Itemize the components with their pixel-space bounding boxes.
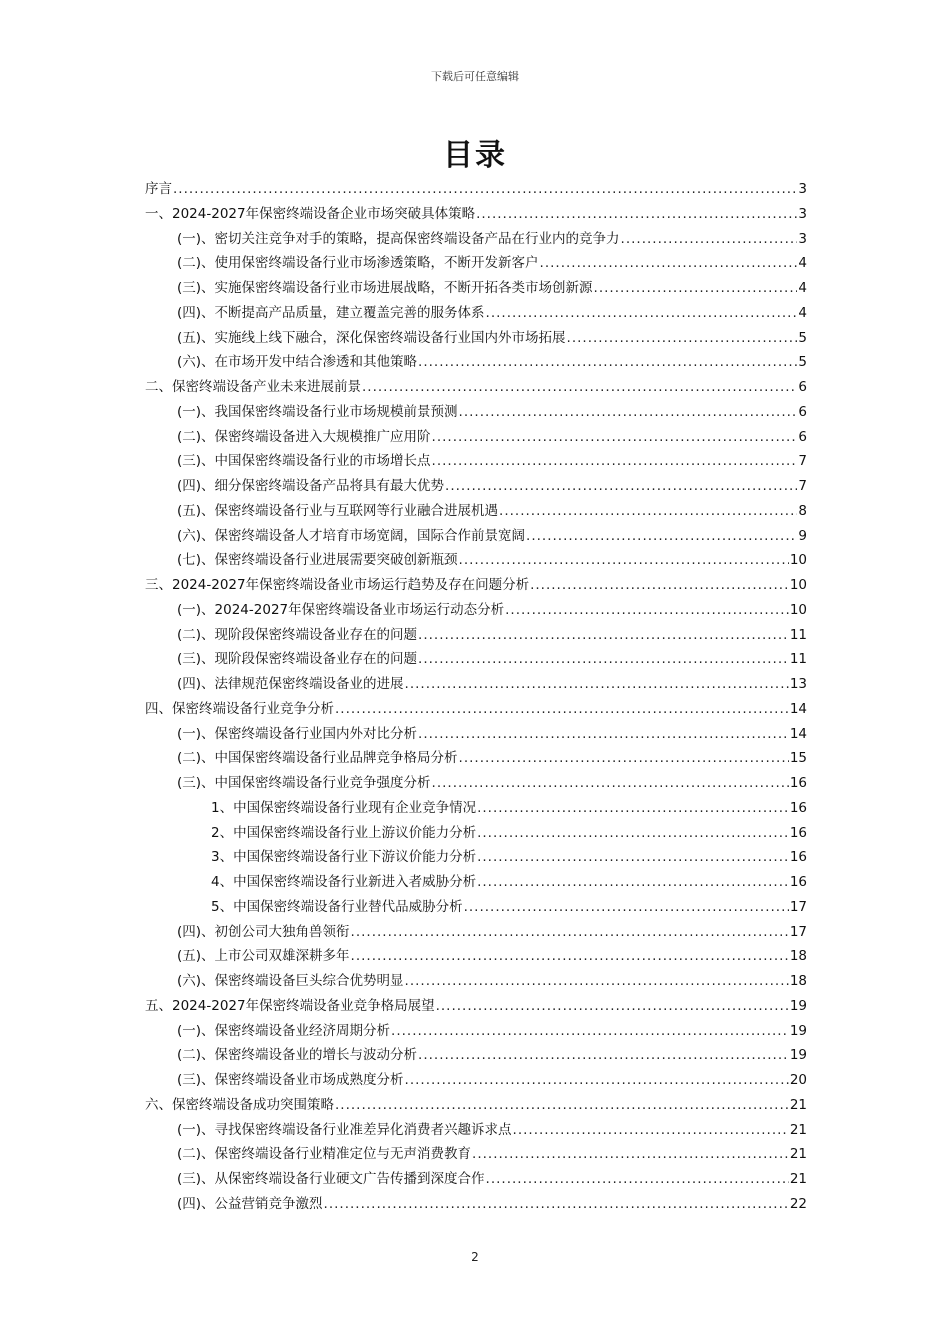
toc-dot-leader [362, 375, 797, 400]
toc-dot-leader [621, 227, 798, 252]
toc-entry-label: 2、中国保密终端设备行业上游议价能力分析 [211, 824, 477, 841]
toc-entry-label: (四)、不断提高产品质量，建立覆盖完善的服务体系 [177, 304, 485, 321]
toc-entry-label: 序言 [145, 181, 172, 197]
toc-entry-page: 14 [789, 700, 807, 717]
toc-dot-leader [418, 1043, 789, 1068]
toc-entry-label: 3、中国保密终端设备行业下游议价能力分析 [211, 849, 477, 866]
toc-entry[interactable] [145, 276, 807, 301]
toc-dot-leader [418, 722, 789, 747]
toc-entry[interactable] [145, 227, 807, 252]
toc-entry[interactable] [145, 969, 807, 994]
toc-entry-label: 5、中国保密终端设备行业替代品威胁分析 [211, 898, 463, 915]
toc-dot-leader [335, 697, 789, 722]
toc-dot-leader [418, 647, 789, 672]
toc-dot-leader [335, 1093, 789, 1118]
toc-entry[interactable] [145, 573, 807, 598]
toc-entry-label: 二、保密终端设备产业未来进展前景 [145, 379, 361, 395]
toc-entry-page: 22 [789, 1195, 807, 1212]
toc-entry-label: (六)、保密终端设备巨头综合优势明显 [177, 973, 404, 989]
toc-entry-page: 21 [789, 1096, 807, 1113]
toc-entry[interactable] [145, 796, 807, 821]
toc-entry-page: 4 [798, 304, 807, 321]
toc-entry[interactable] [145, 375, 807, 400]
toc-entry[interactable] [145, 1068, 807, 1093]
toc-entry-page: 16 [789, 775, 807, 791]
toc-dot-leader [486, 301, 798, 326]
toc-entry-label: (二)、保密终端设备行业精准定位与无声消费教育 [177, 1146, 472, 1163]
toc-entry-page: 14 [789, 725, 807, 742]
toc-dot-leader [445, 474, 797, 499]
toc-dot-leader [405, 1068, 789, 1093]
toc-entry-label: (六)、保密终端设备人才培育市场宽阔，国际合作前景宽阔 [177, 527, 526, 544]
toc-entry-label: (七)、保密终端设备行业进展需要突破创新瓶颈 [177, 552, 458, 569]
toc-entry-label: 四、保密终端设备行业竞争分析 [145, 700, 334, 717]
toc-entry[interactable] [145, 548, 807, 573]
toc-dot-leader [526, 524, 797, 549]
toc-dot-leader [477, 845, 789, 870]
toc-entry-label: (五)、上市公司双雄深耕多年 [177, 948, 350, 965]
toc-entry-page: 19 [789, 1047, 807, 1064]
toc-entry-page: 18 [789, 948, 807, 965]
toc-entry-page: 11 [789, 626, 807, 643]
toc-entry-label: (三)、保密终端设备业市场成熟度分析 [177, 1072, 404, 1088]
toc-entry-label: (四)、公益营销竞争激烈 [177, 1195, 323, 1212]
toc-dot-leader [436, 994, 789, 1019]
toc-entry-page: 10 [789, 577, 807, 593]
toc-entry[interactable] [145, 177, 807, 202]
toc-dot-leader [432, 771, 789, 796]
page-number: 2 [471, 1250, 479, 1264]
toc-entry-label: (二)、保密终端设备业的增长与波动分析 [177, 1047, 418, 1064]
toc-dot-leader [459, 746, 789, 771]
toc-entry[interactable] [145, 326, 807, 351]
toc-entry-page: 3 [798, 230, 807, 247]
toc-entry-label: (六)、在市场开发中结合渗透和其他策略 [177, 354, 418, 371]
toc-dot-leader [477, 821, 789, 846]
toc-entry-label: (三)、现阶段保密终端设备业存在的问题 [177, 651, 418, 668]
toc-entry[interactable] [145, 647, 807, 672]
toc-entry-page: 17 [789, 898, 807, 915]
table-of-contents [145, 177, 807, 1217]
toc-dot-leader [351, 944, 789, 969]
toc-entry-label: (一)、密切关注竞争对手的策略，提高保密终端设备产品在行业内的竞争力 [177, 230, 620, 247]
toc-entry[interactable] [145, 1043, 807, 1068]
toc-dot-leader [505, 598, 789, 623]
toc-entry-page: 7 [798, 453, 807, 470]
toc-entry-page: 6 [798, 379, 807, 395]
toc-entry[interactable] [145, 400, 807, 425]
toc-entry-label: (三)、实施保密终端设备行业市场进展战略，不断开拓各类市场创新源 [177, 280, 593, 296]
toc-entry-page: 17 [789, 923, 807, 940]
toc-entry-page: 21 [789, 1146, 807, 1163]
toc-entry-label: (三)、中国保密终端设备行业竞争强度分析 [177, 775, 431, 791]
toc-entry-label: (一)、2024-2027年保密终端设备业市场运行动态分析 [177, 601, 505, 618]
toc-entry-page: 18 [789, 973, 807, 989]
toc-dot-leader [432, 425, 798, 450]
toc-entry-page: 5 [798, 329, 807, 346]
toc-entry-page: 16 [789, 824, 807, 841]
toc-entry[interactable] [145, 474, 807, 499]
toc-entry-page: 3 [798, 205, 807, 222]
toc-entry[interactable] [145, 845, 807, 870]
toc-entry[interactable] [145, 821, 807, 846]
toc-entry[interactable] [145, 920, 807, 945]
toc-entry[interactable] [145, 771, 807, 796]
toc-dot-leader [530, 573, 789, 598]
toc-entry[interactable] [145, 623, 807, 648]
toc-entry[interactable] [145, 697, 807, 722]
toc-dot-leader [472, 1142, 789, 1167]
toc-entry-label: (一)、我国保密终端设备行业市场规模前景预测 [177, 403, 458, 420]
toc-dot-leader [540, 251, 798, 276]
toc-entry-label: (二)、现阶段保密终端设备业存在的问题 [177, 626, 418, 643]
toc-entry-page: 19 [789, 997, 807, 1014]
toc-dot-leader [432, 449, 798, 474]
toc-entry-page: 16 [789, 874, 807, 890]
toc-dot-leader [476, 202, 797, 227]
toc-dot-leader [567, 326, 798, 351]
toc-entry[interactable] [145, 1167, 807, 1192]
toc-dot-leader [594, 276, 798, 301]
toc-entry-label: (二)、使用保密终端设备行业市场渗透策略，不断开发新客户 [177, 255, 539, 272]
toc-entry[interactable] [145, 1118, 807, 1143]
toc-entry[interactable] [145, 598, 807, 623]
toc-entry-label: 1、中国保密终端设备行业现有企业竞争情况 [211, 799, 477, 816]
toc-dot-leader [173, 177, 797, 202]
toc-entry-label: (二)、中国保密终端设备行业品牌竞争格局分析 [177, 750, 458, 767]
toc-entry[interactable] [145, 1142, 807, 1167]
toc-entry-page: 5 [798, 354, 807, 371]
toc-dot-leader [459, 400, 798, 425]
toc-entry-page: 8 [798, 502, 807, 519]
toc-entry[interactable] [145, 895, 807, 920]
page-title: 目录 [443, 138, 507, 173]
toc-dot-leader [477, 796, 789, 821]
toc-entry-page: 16 [789, 799, 807, 816]
toc-dot-leader [486, 1167, 789, 1192]
toc-entry-label: (二)、保密终端设备进入大规模推广应用阶 [177, 428, 431, 445]
toc-dot-leader [459, 548, 789, 573]
toc-entry-page: 15 [789, 750, 807, 767]
toc-entry[interactable] [145, 944, 807, 969]
toc-entry[interactable] [145, 499, 807, 524]
toc-entry-label: 4、中国保密终端设备行业新进入者威胁分析 [211, 874, 477, 890]
toc-entry[interactable] [145, 994, 807, 1019]
toc-dot-leader [418, 623, 789, 648]
toc-entry[interactable] [145, 1093, 807, 1118]
toc-dot-leader [324, 1192, 789, 1217]
toc-entry[interactable] [145, 202, 807, 227]
toc-entry-label: (一)、保密终端设备行业国内外对比分析 [177, 725, 418, 742]
toc-entry[interactable] [145, 449, 807, 474]
toc-entry[interactable] [145, 301, 807, 326]
toc-entry[interactable] [145, 251, 807, 276]
toc-entry-page: 16 [789, 849, 807, 866]
toc-dot-leader [477, 870, 789, 895]
toc-entry-label: (三)、从保密终端设备行业硬文广告传播到深度合作 [177, 1171, 485, 1187]
toc-entry-label: (三)、中国保密终端设备行业的市场增长点 [177, 453, 431, 470]
toc-entry[interactable] [145, 1019, 807, 1044]
toc-entry-page: 11 [789, 651, 807, 668]
toc-entry-page: 6 [798, 403, 807, 420]
toc-entry-page: 20 [789, 1072, 807, 1088]
toc-entry[interactable] [145, 870, 807, 895]
toc-entry-page: 7 [798, 478, 807, 494]
toc-entry-label: (四)、初创公司大独角兽领衔 [177, 923, 350, 940]
toc-entry-page: 21 [789, 1121, 807, 1138]
toc-entry[interactable] [145, 1192, 807, 1217]
toc-dot-leader [418, 350, 797, 375]
toc-dot-leader [391, 1019, 789, 1044]
toc-entry-label: (四)、细分保密终端设备产品将具有最大优势 [177, 478, 445, 494]
toc-entry-label: 六、保密终端设备成功突围策略 [145, 1096, 334, 1113]
toc-entry[interactable] [145, 350, 807, 375]
toc-entry-label: (五)、实施线上线下融合，深化保密终端设备行业国内外市场拓展 [177, 329, 566, 346]
toc-entry-page: 10 [789, 601, 807, 618]
toc-dot-leader [464, 895, 789, 920]
toc-entry-label: 三、2024-2027年保密终端设备业市场运行趋势及存在问题分析 [145, 577, 530, 593]
toc-entry-label: (一)、保密终端设备业经济周期分析 [177, 1022, 391, 1039]
toc-entry-page: 3 [798, 181, 807, 197]
toc-entry-page: 13 [789, 676, 807, 692]
toc-entry-label: (四)、法律规范保密终端设备业的进展 [177, 676, 404, 692]
toc-entry-label: 五、2024-2027年保密终端设备业竞争格局展望 [145, 997, 435, 1014]
toc-entry[interactable] [145, 524, 807, 549]
toc-dot-leader [499, 499, 797, 524]
toc-dot-leader [351, 920, 789, 945]
toc-entry-page: 6 [798, 428, 807, 445]
toc-entry[interactable] [145, 722, 807, 747]
toc-entry[interactable] [145, 746, 807, 771]
header-note: 下载后可任意编辑 [431, 70, 519, 83]
toc-entry-page: 9 [798, 527, 807, 544]
toc-entry-page: 10 [789, 552, 807, 569]
toc-entry[interactable] [145, 672, 807, 697]
toc-entry[interactable] [145, 425, 807, 450]
toc-entry-label: (五)、保密终端设备行业与互联网等行业融合进展机遇 [177, 502, 499, 519]
toc-dot-leader [513, 1118, 789, 1143]
toc-entry-label: (一)、寻找保密终端设备行业准差异化消费者兴趣诉求点 [177, 1121, 512, 1138]
toc-entry-page: 4 [798, 255, 807, 272]
toc-dot-leader [405, 672, 789, 697]
toc-entry-page: 21 [789, 1171, 807, 1187]
toc-entry-page: 19 [789, 1022, 807, 1039]
toc-entry-label: 一、2024-2027年保密终端设备企业市场突破具体策略 [145, 205, 476, 222]
toc-entry-page: 4 [798, 280, 807, 296]
toc-dot-leader [405, 969, 789, 994]
